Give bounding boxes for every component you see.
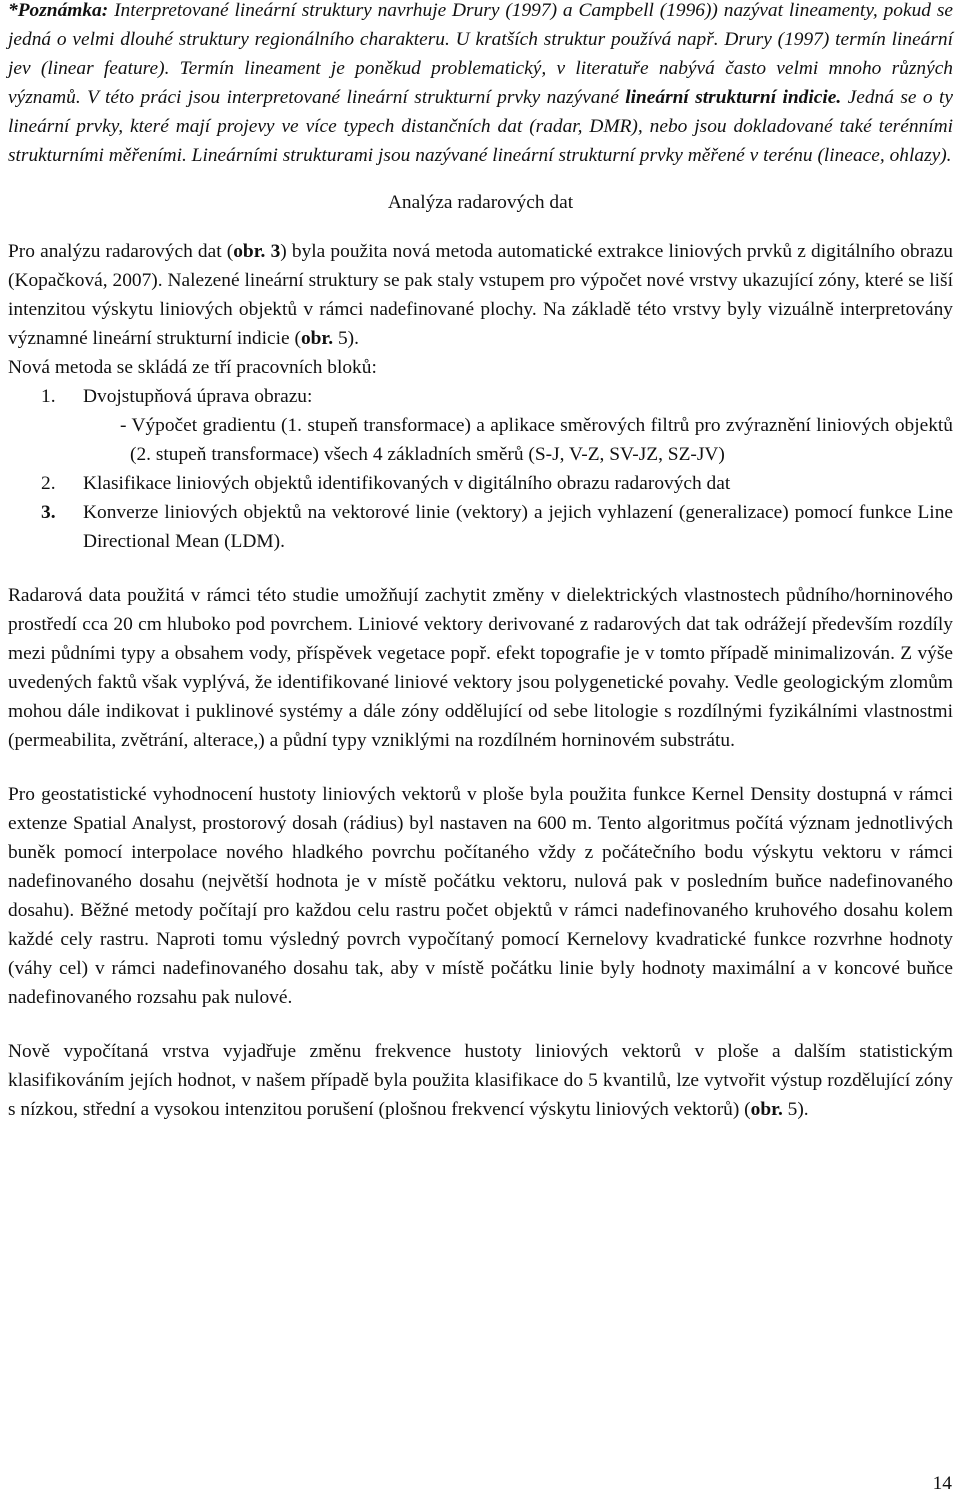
sub-list-item <box>8 411 953 469</box>
list-item-number: 1. <box>41 386 56 407</box>
list-item-number: 2. <box>41 473 56 494</box>
radar-data-paragraph: Radarová data použitá v rámci této studie umožňují zachytit změny v dielektrických vlastnostech půdního/horninového prostředí cca 20 cm hluboko pod povrchem. Liniové vektory derivované z radarových dat tak odrážejí především rozdíly mezi půdními typy a obsahem vody, příspěvek vegetace popř. efekt topografie je v tomto případě minimalizován. Z výše uvedených faktů však vyplývá, že identifikované liniové vektory jsou polygenetické povahy. Vedle geologickým zlomům mohou dále indikovat i puklinové systémy a dále zóny oddělující od sebe litologie s rozdílnými fyzikálními vlastnostmi (permeabilita, zvětrání, alterace,) a půdní typy vzniklými na rozdílném horninovém substrátu. <box>8 585 953 751</box>
document-page <box>8 0 953 1124</box>
figure-ref: obr. <box>750 1099 783 1120</box>
list-item <box>8 498 953 556</box>
sub-list-text: - Výpočet gradientu (1. stupeň transformace) a aplikace směrových filtrů pro zvýraznění liniových objektů (2. stupeň transformace) všech 4 základních směrů (S-J, V-Z, SV-JZ, SZ-JV) <box>120 415 953 465</box>
list-item-text: Konverze liniových objektů na vektorové linie (vektory) a jejich vyhlazení (generalizace) pomocí funkce Line Directional Mean (LDM). <box>83 502 953 552</box>
figure-ref-number: 3 <box>270 241 281 262</box>
intro-paragraph <box>8 237 953 353</box>
figure-ref: obr. <box>233 241 266 262</box>
list-item-number: 3. <box>41 502 56 523</box>
final-text-2: 5). <box>782 1099 809 1120</box>
list-item-text: Dvojstupňová úprava obrazu: <box>83 386 313 407</box>
list-item-text: Klasifikace liniových objektů identifikovaných v digitálního obrazu radarových dat <box>83 473 731 494</box>
final-paragraph <box>8 1037 953 1124</box>
kernel-density-paragraph: Pro geostatistické vyhodnocení hustoty liniových vektorů v ploše byla použita funkce Kernel Density dostupná v rámci extenze Spatial Analyst, prostorový dosah (rádius) byl nastaven na 600 m. Tento algoritmus počítá význam jednotlivých buněk pomocí interpolace nového hladkého povrchu počítaného vždy z počátečního bodu výskytu vektoru v rámci nadefinovaného dosahu (největší hodnota je v místě počátku vektoru, nulová pak v posledním buňce nadefinovaného dosahu). Běžné metody počítají pro každou celu rastru počet objektů v rámci nadefinovaného kruhového dosahu kolem každé cely rastru. Naproti tomu výsledný povrch vypočítaný pomocí Kernelovy kvadratické funkce rozvrhne hodnoty (váhy cel) v rámci nadefinovaného dosahu tak, aby v místě počátku linie byly hodnoty maximální a v koncové buňce nadefinovaného rozsahu pak nulové. <box>8 784 953 1008</box>
final-text-1: Nově vypočítaná vrstva vyjadřuje změnu frekvence hustoty liniových vektorů v ploše a dalším statistickým klasifikováním jejích hodnot, v našem případě byla použita klasifikace do 5 kvantilů, lze vytvořit výstup rozdělující zóny s nízkou, střední a vysokou intenzitou porušení (plošnou frekvencí výskytu liniových vektorů) ( <box>8 1041 953 1120</box>
note-label: *Poznámka: <box>8 0 109 21</box>
note-bold-term: lineární strukturní indicie. <box>625 87 842 108</box>
section-heading: Analýza radarových dat <box>387 192 574 213</box>
method-steps-list <box>8 382 953 556</box>
list-item <box>8 469 953 498</box>
note-paragraph <box>8 0 953 170</box>
method-intro-line: Nová metoda se skládá ze tří pracovních bloků: <box>8 357 377 378</box>
intro-text-3: 5). <box>333 328 359 349</box>
intro-text-1: Pro analýzu radarových dat ( <box>8 241 234 262</box>
figure-ref: obr. <box>300 328 334 349</box>
page-number: 14 <box>932 1473 952 1494</box>
note-text-1: Interpretované lineární struktury navrhuje Drury (1997) a Campbell (1996)) nazývat lineamenty, pokud se jedná o velmi dlouhé struktury regionálního charakteru. U kratších struktur používá např. Drury (1997) termín lineární jev (linear feature). Termín lineament je poněkud problematický, v literatuře nabývá často velmi mnoho různých významů. V této práci jsou interpretované lineární strukturní prvky nazývané <box>8 0 953 108</box>
note-text-2: Jedná se o ty lineární prvky, které mají projevy ve více typech distančních dat (radar, DMR), nebo jsou dokladované také terénními strukturními měřeními. Lineárními strukturami jsou nazývané lineární strukturní prvky měřené v terénu (lineace, ohlazy). <box>8 87 954 166</box>
intro-text-2: ) byla použita nová metoda automatické extrakce liniových prvků z digitálního obrazu (Kopačková, 2007). Nalezené lineární struktury se pak staly vstupem pro výpočet nové vrstvy ukazující zóny, které se liší intenzitou výskytu liniových objektů v rámci nadefinované plochy. Na základě této vrstvy byly vizuálně interpretovány významné lineární strukturní indicie ( <box>8 241 953 349</box>
list-item <box>8 382 953 411</box>
